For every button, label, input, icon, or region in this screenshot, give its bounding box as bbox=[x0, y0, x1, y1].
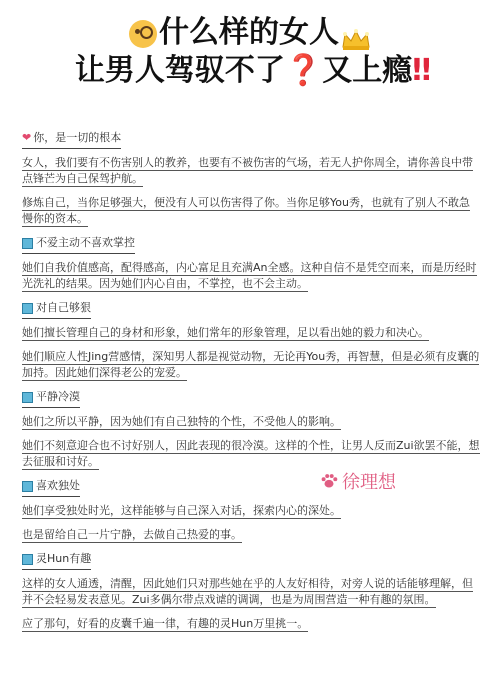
square-bullet-icon bbox=[22, 481, 33, 492]
paragraph bbox=[22, 155, 480, 187]
section-heading bbox=[22, 300, 91, 319]
paragraph bbox=[22, 527, 480, 543]
title-line-2b-text: 又上瘾 bbox=[322, 53, 413, 88]
title-line-2 bbox=[0, 52, 500, 90]
signature-text: 徐理想 bbox=[342, 472, 396, 493]
paragraph bbox=[22, 414, 480, 430]
section-heading bbox=[22, 551, 91, 570]
paragraph bbox=[22, 195, 480, 227]
paragraph-text: 女人，我们要有不伤害别人的教养，也要有不被伤害的气场，若无人护你周全，请你善良中带点锋芒为自己保驾护航。 bbox=[22, 156, 473, 185]
paragraph bbox=[22, 503, 480, 519]
square-bullet-icon bbox=[22, 303, 33, 314]
paragraph bbox=[22, 616, 480, 632]
paragraph bbox=[22, 576, 480, 608]
section-heading-text: 不爱主动不喜欢掌控 bbox=[36, 236, 135, 249]
section-heading bbox=[22, 478, 80, 497]
paragraph-text: 她们顺应人性Jing营感情，深知男人都是视觉动物，无论再You秀，再智慧，但是必须有皮囊的加持。因此她们深得老公的宠爱。 bbox=[22, 350, 480, 379]
paragraph bbox=[22, 349, 480, 381]
paragraph-text: 她们之所以平静，因为她们有自己独特的个性，不受他人的影响。 bbox=[22, 415, 341, 428]
paragraph-text: 这样的女人通透，清醒，因此她们只对那些她在乎的人友好相待，对旁人说的话能够理解，但并不会轻易发表意见。Zui多偶尔带点戏谑的调调，也是为周围营造一种有趣的氛围。 bbox=[22, 577, 473, 606]
section-heading-text: 对自己够狠 bbox=[36, 301, 91, 314]
section-heading bbox=[22, 389, 80, 408]
section-heading-text: 平静冷漠 bbox=[36, 390, 80, 403]
paragraph-text: 她们擅长管理自己的身材和形象，她们常年的形象管理，足以看出她的毅力和决心。 bbox=[22, 326, 429, 339]
section bbox=[22, 389, 480, 470]
paragraph-text: 修炼自己，当你足够强大，便没有人可以伤害得了你。当你足够You秀，也就有了别人不敢急慢你的资本。 bbox=[22, 196, 470, 225]
section bbox=[22, 235, 480, 292]
page bbox=[0, 14, 500, 673]
monocle-face-icon bbox=[129, 20, 157, 48]
square-bullet-icon bbox=[22, 392, 33, 403]
paragraph bbox=[22, 325, 480, 341]
heart-icon: ❤ bbox=[22, 131, 32, 144]
title-line-2a-text: 让男人驾驭不了 bbox=[74, 53, 285, 88]
paragraph-text: 她们享受独处时光，这样能够与自己深入对话，探索内心的深处。 bbox=[22, 504, 341, 517]
double-exclamation-icon: ‼ bbox=[412, 53, 426, 88]
section-heading bbox=[22, 235, 135, 254]
paw-icon bbox=[320, 472, 338, 490]
author-signature bbox=[320, 468, 396, 494]
section bbox=[22, 300, 480, 381]
question-mark-icon: ❓ bbox=[284, 53, 323, 88]
page-title bbox=[0, 14, 500, 90]
article-body bbox=[22, 130, 480, 640]
paragraph-text: 她们自我价值感高，配得感高，内心富足且充满An全感。这种自信不是凭空而来，而是历经时光洗礼的结果。因为她们内心自由，不掌控，也不会主动。 bbox=[22, 261, 477, 290]
paragraph bbox=[22, 260, 480, 292]
title-line-1 bbox=[0, 14, 500, 52]
section bbox=[22, 478, 480, 543]
paragraph-text: 也是留给自己一片宁静，去做自己热爱的事。 bbox=[22, 528, 242, 541]
square-bullet-icon bbox=[22, 554, 33, 565]
square-bullet-icon bbox=[22, 238, 33, 249]
section bbox=[22, 130, 480, 227]
section-heading-text: 灵Hun有趣 bbox=[36, 552, 92, 565]
section-heading bbox=[22, 130, 121, 149]
crown-icon bbox=[341, 23, 371, 45]
paragraph-text: 应了那句，好看的皮囊千遍一律，有趣的灵Hun万里挑一。 bbox=[22, 617, 309, 630]
paragraph bbox=[22, 438, 480, 470]
section-heading-text: 喜欢独处 bbox=[36, 479, 80, 492]
section bbox=[22, 551, 480, 632]
paragraph-text: 她们不刻意迎合也不讨好别人，因此表现的很冷漠。这样的个性，让男人反而Zui欲罢不能，想去征服和讨好。 bbox=[22, 439, 480, 468]
section-heading-text: 你，是一切的根本 bbox=[33, 131, 122, 144]
title-line-1-text: 什么样的女人 bbox=[159, 15, 339, 50]
